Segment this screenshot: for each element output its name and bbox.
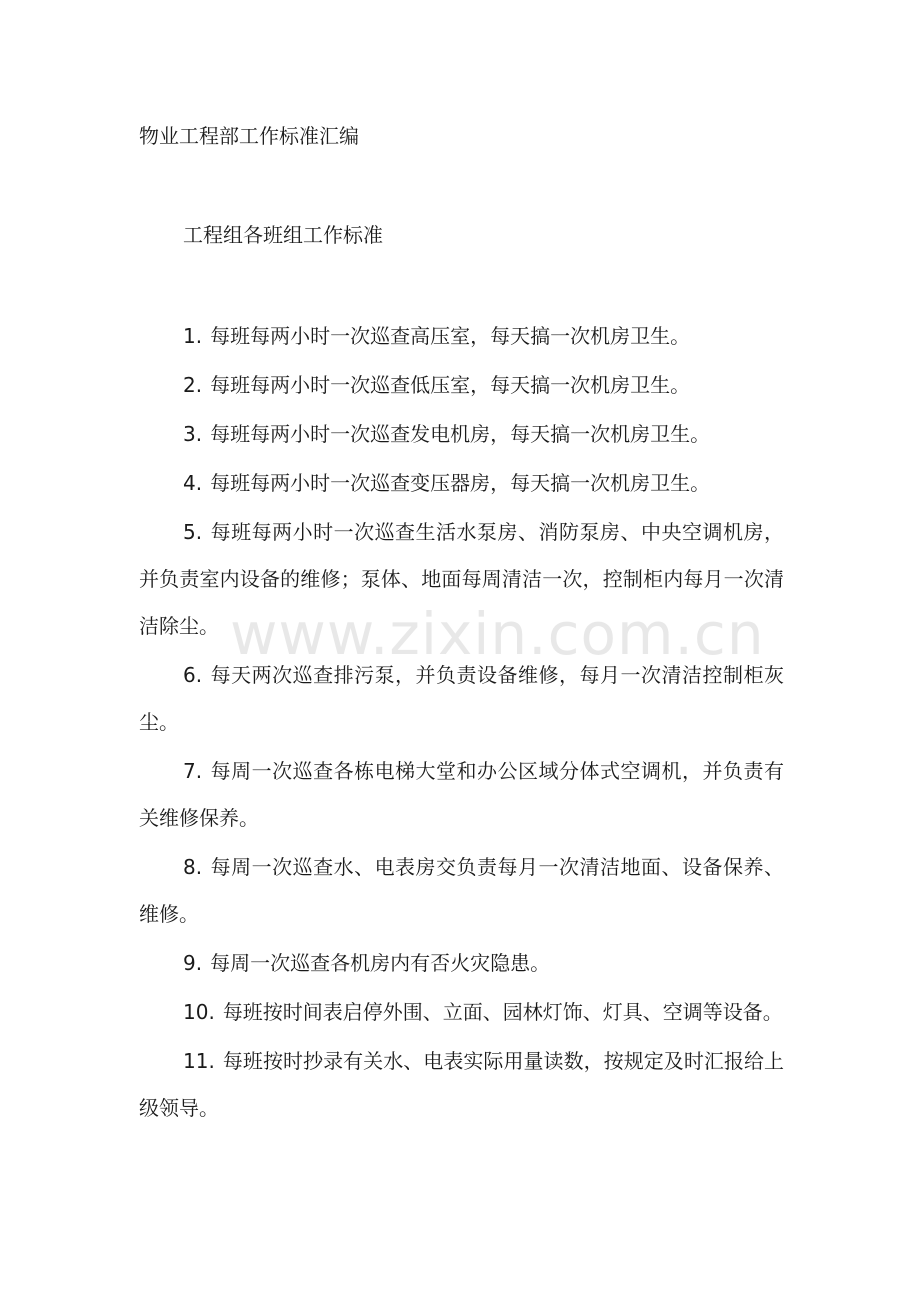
list-item bbox=[139, 940, 784, 987]
item-text: 每班每两小时一次巡查高压室，每天搞一次机房卫生。 bbox=[210, 324, 691, 348]
item-number: 1. bbox=[183, 324, 203, 348]
document-title: 物业工程部工作标准汇编 bbox=[139, 124, 359, 148]
item-text: 每周一次巡查水、电表房交负责每月一次清洁地面、设备保养、维修。 bbox=[139, 855, 784, 926]
item-text: 每班按时间表启停外围、立面、园林灯饰、灯具、空调等设备。 bbox=[222, 1000, 783, 1024]
item-number: 7. bbox=[183, 759, 203, 783]
item-number: 11. bbox=[183, 1049, 215, 1073]
standards-list bbox=[139, 313, 784, 1134]
item-text: 每班按时抄录有关水、电表实际用量读数，按规定及时汇报给上级领导。 bbox=[139, 1049, 784, 1120]
list-item bbox=[139, 844, 784, 938]
list-item bbox=[139, 509, 784, 650]
item-number: 8. bbox=[183, 855, 203, 879]
item-text: 每班每两小时一次巡查变压器房，每天搞一次机房卫生。 bbox=[210, 471, 711, 495]
item-number: 4. bbox=[183, 471, 203, 495]
item-number: 3. bbox=[183, 422, 203, 446]
list-item bbox=[139, 989, 784, 1036]
list-item bbox=[139, 362, 784, 409]
item-number: 5. bbox=[183, 520, 203, 544]
list-item bbox=[139, 313, 784, 360]
list-item bbox=[139, 460, 784, 507]
item-text: 每班每两小时一次巡查低压室，每天搞一次机房卫生。 bbox=[210, 373, 691, 397]
list-item bbox=[139, 1038, 784, 1132]
list-item bbox=[139, 411, 784, 458]
list-item bbox=[139, 748, 784, 842]
item-number: 6. bbox=[183, 663, 203, 687]
section-title: 工程组各班组工作标准 bbox=[183, 223, 383, 247]
item-text: 每周一次巡查各机房内有否火灾隐患。 bbox=[210, 951, 551, 975]
item-number: 9. bbox=[183, 951, 203, 975]
item-number: 2. bbox=[183, 373, 203, 397]
item-text: 每天两次巡查排污泵，并负责设备维修，每月一次清洁控制柜灰尘。 bbox=[139, 663, 784, 734]
item-text: 每周一次巡查各栋电梯大堂和办公区域分体式空调机，并负责有关维修保养。 bbox=[139, 759, 784, 830]
item-number: 10. bbox=[183, 1000, 215, 1024]
item-text: 每班每两小时一次巡查发电机房，每天搞一次机房卫生。 bbox=[210, 422, 711, 446]
list-item bbox=[139, 652, 784, 746]
item-text: 每班每两小时一次巡查生活水泵房、消防泵房、中央空调机房，并负责室内设备的维修；泵体、地面每周清洁一次，控制柜内每月一次清洁除尘。 bbox=[139, 520, 784, 638]
watermark: www.zixin.com.cn bbox=[230, 600, 765, 668]
